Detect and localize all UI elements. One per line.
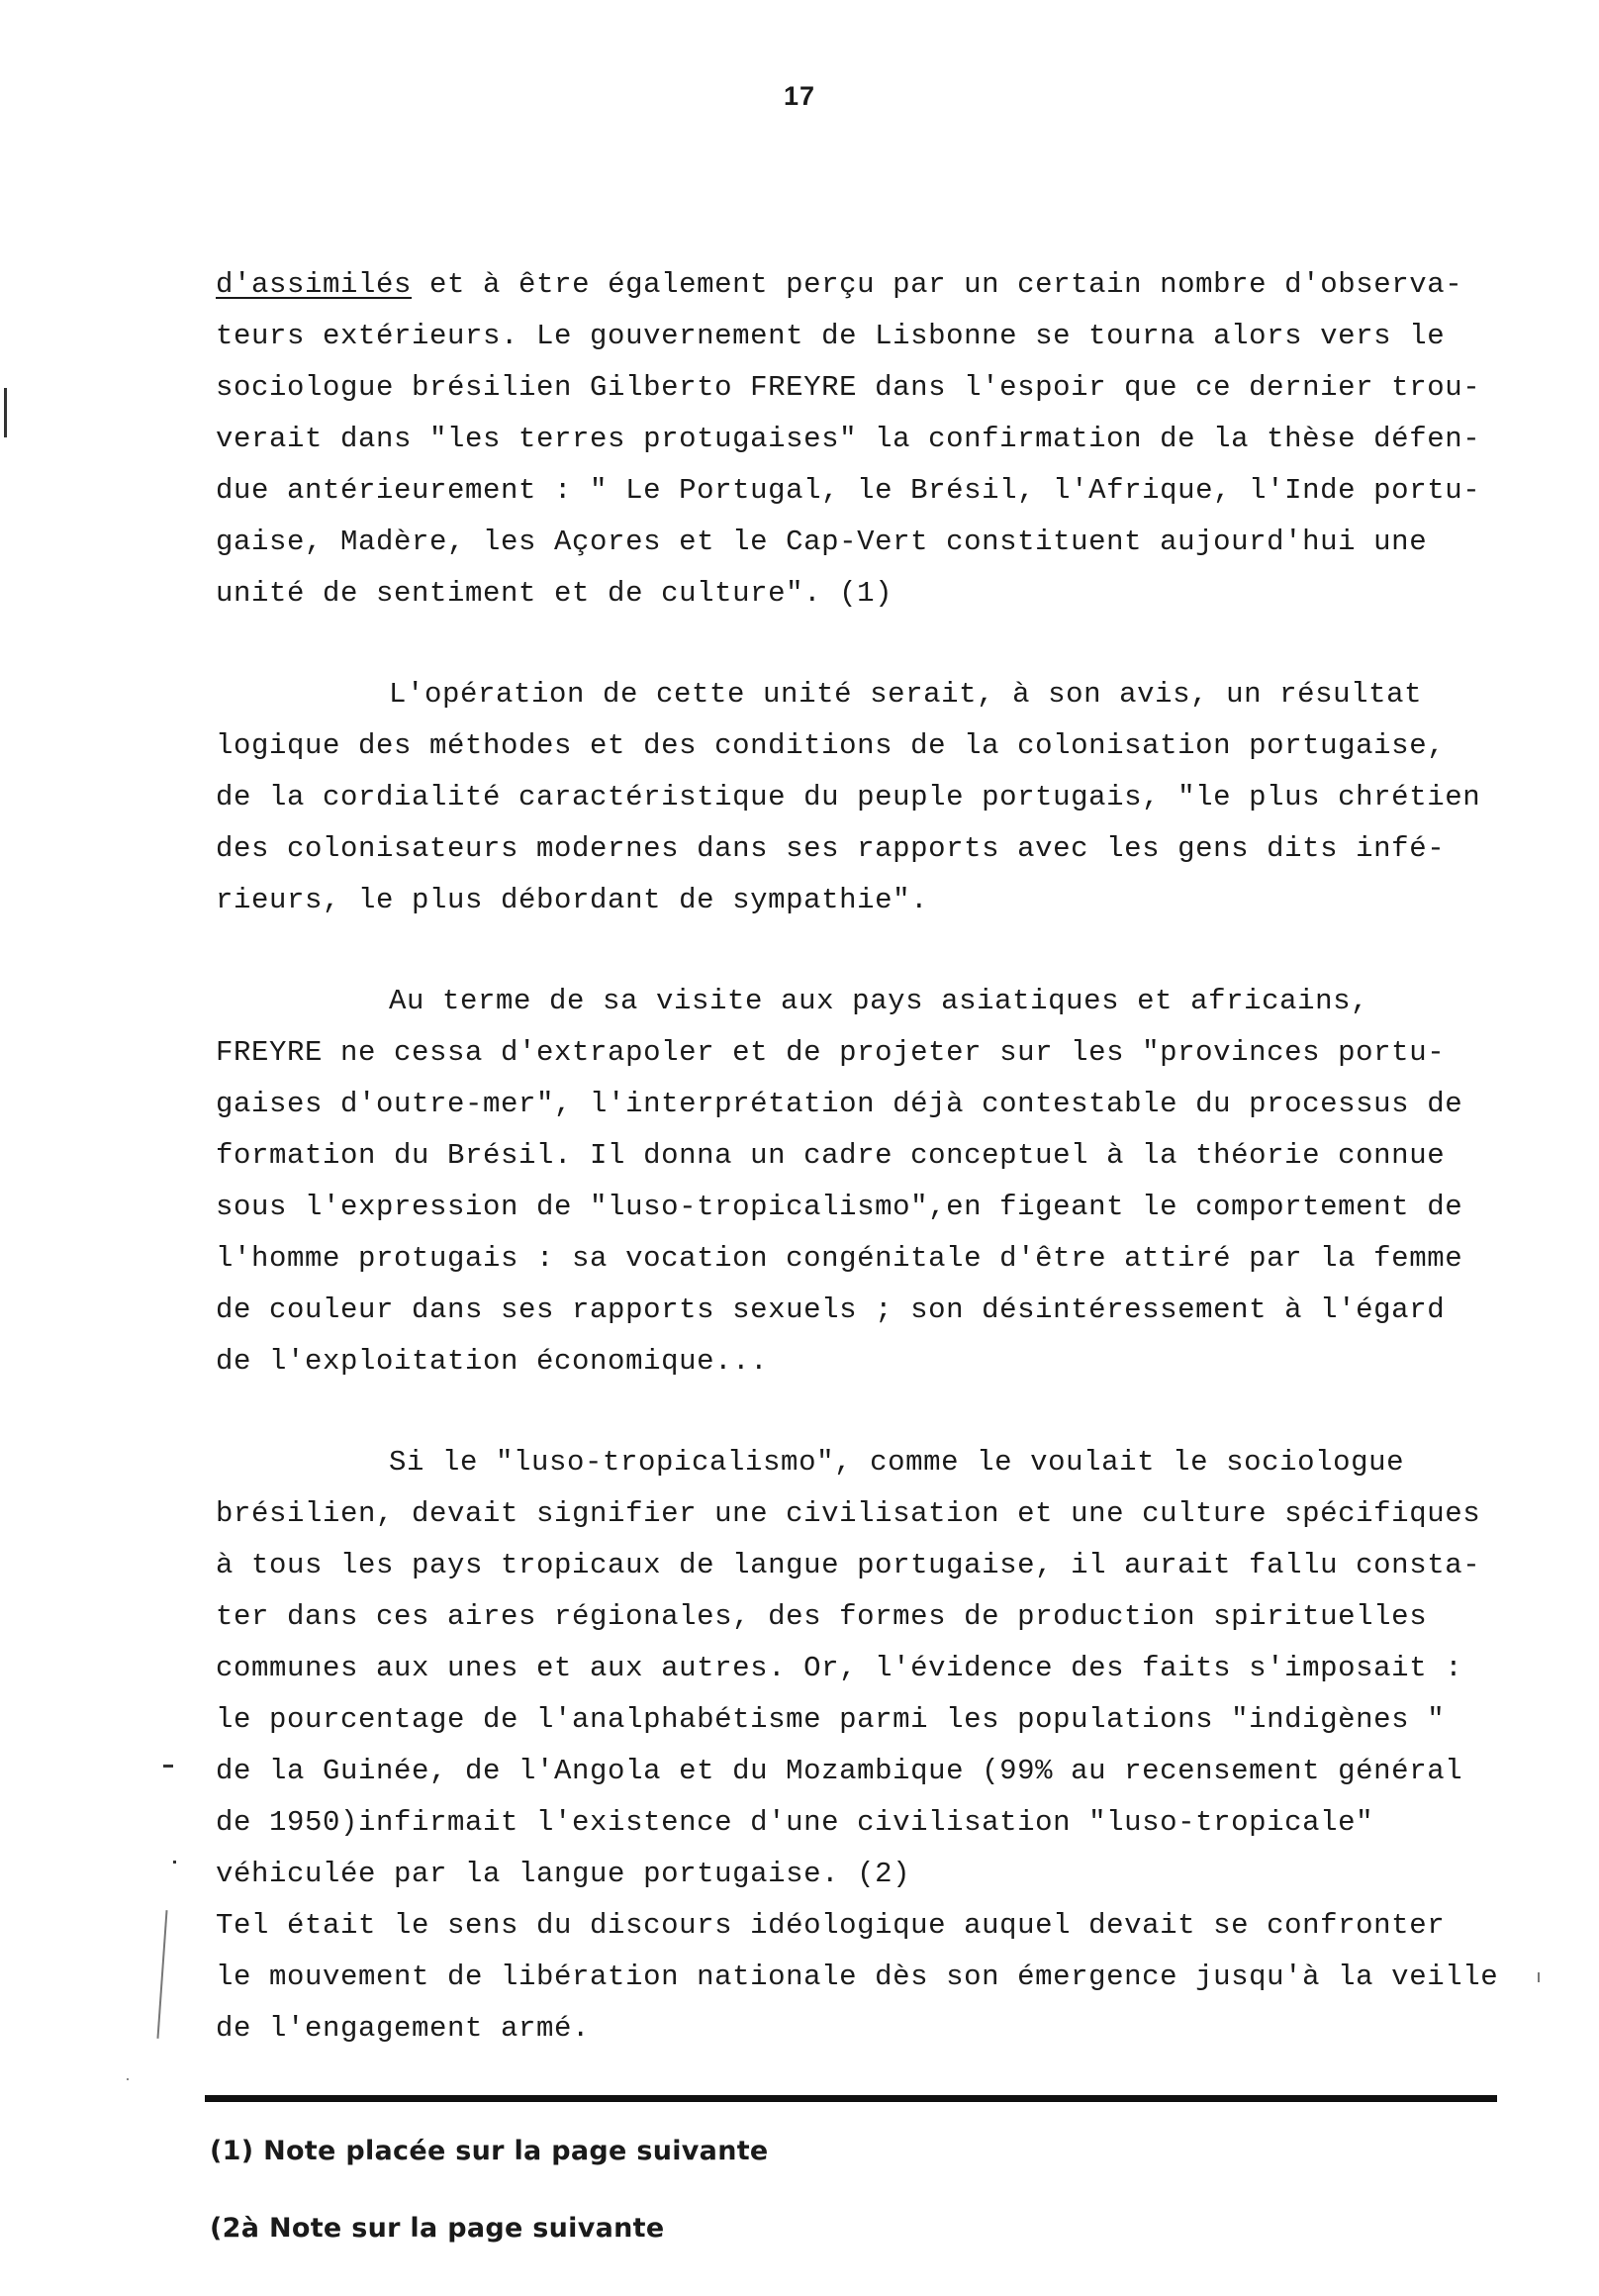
margin-dash-mark — [163, 1765, 173, 1768]
paragraph-2 — [216, 669, 1502, 926]
text-line: formation du Brésil. Il donna un cadre conceptuel à la théorie connue — [216, 1139, 1446, 1172]
text-line: verait dans "les terres protugaises" la confirmation de la thèse défen- — [216, 423, 1481, 455]
margin-bracket-mark — [156, 1910, 167, 2039]
text-line: de couleur dans ses rapports sexuels ; son désintéressement à l'égard — [216, 1293, 1446, 1326]
text-line: ter dans ces aires régionales, des formes de production spirituelles — [216, 1600, 1428, 1633]
margin-bar-mark — [4, 388, 7, 437]
footnote-2: (2à Note sur la page suivante — [210, 2213, 665, 2244]
text-line: l'homme protugais : sa vocation congénitale d'être attiré par la femme — [216, 1242, 1463, 1275]
text-line: Tel était le sens du discours idéologique auquel devait se confronter — [216, 1909, 1446, 1942]
footnote-separator-rule — [205, 2095, 1497, 2102]
margin-speck-mark — [127, 2078, 129, 2080]
text-line: véhiculée par la langue portugaise. (2) — [216, 1858, 911, 1890]
text-line: FREYRE ne cessa d'extrapoler et de projeter sur les "provinces portu- — [216, 1036, 1446, 1069]
text-line: sociologue brésilien Gilberto FREYRE dans l'espoir que ce dernier trou- — [216, 371, 1481, 404]
text-line: de l'engagement armé. — [216, 2012, 591, 2045]
text-line: L'opération de cette unité serait, à son avis, un résultat — [389, 678, 1423, 711]
margin-right-mark — [1538, 1972, 1540, 1982]
text-line: d'assimilés et à être également perçu par un certain nombre d'observa- — [216, 268, 1463, 301]
footnotes — [210, 2126, 1397, 2280]
underlined-word: d'assimilés — [216, 268, 413, 301]
text-line: de la Guinée, de l'Angola et du Mozambique (99% au recensement général — [216, 1755, 1463, 1787]
text-line: due antérieurement : " Le Portugal, le Brésil, l'Afrique, l'Inde portu- — [216, 474, 1481, 507]
text-line: gaise, Madère, les Açores et le Cap-Vert constituent aujourd'hui une — [216, 526, 1428, 558]
text-line: à tous les pays tropicaux de langue portugaise, il aurait fallu consta- — [216, 1549, 1481, 1581]
paragraph-gap — [216, 926, 1502, 976]
text-line: de 1950)infirmait l'existence d'une civilisation "luso-tropicale" — [216, 1806, 1374, 1839]
footnote-1: (1) Note placée sur la page suivante — [210, 2136, 769, 2166]
text-line: Au terme de sa visite aux pays asiatiques et africains, — [389, 985, 1369, 1017]
text-line: gaises d'outre-mer", l'interprétation déjà contestable du processus de — [216, 1088, 1463, 1120]
text-line: unité de sentiment et de culture". (1) — [216, 577, 894, 610]
text-line: sous l'expression de "luso-tropicalismo",en figeant le comportement de — [216, 1191, 1463, 1223]
paragraph-gap — [216, 620, 1502, 669]
text-line: rieurs, le plus débordant de sympathie". — [216, 884, 929, 916]
text-line: logique des méthodes et des conditions de la colonisation portugaise, — [216, 729, 1446, 762]
text-line: de l'exploitation économique... — [216, 1345, 769, 1378]
body-text — [216, 259, 1502, 2055]
paragraph-4 — [216, 1437, 1502, 2055]
page-number: 17 — [783, 81, 816, 111]
paragraph-gap — [216, 1387, 1502, 1437]
text-line: des colonisateurs modernes dans ses rapports avec les gens dits infé- — [216, 832, 1446, 865]
paragraph-1 — [216, 259, 1502, 620]
text-line: Si le "luso-tropicalismo", comme le voulait le sociologue — [389, 1446, 1405, 1479]
text-line: le pourcentage de l'analphabétisme parmi les populations "indigènes " — [216, 1703, 1446, 1736]
text-line: communes aux unes et aux autres. Or, l'évidence des faits s'imposait : — [216, 1652, 1463, 1684]
text-line: brésilien, devait signifier une civilisation et une culture spécifiques — [216, 1497, 1481, 1530]
text-line: teurs extérieurs. Le gouvernement de Lisbonne se tourna alors vers le — [216, 320, 1446, 352]
paragraph-3 — [216, 976, 1502, 1387]
text-line: le mouvement de libération nationale dès son émergence jusqu'à la veille — [216, 1961, 1499, 1993]
margin-dot-mark — [173, 1861, 176, 1864]
text-line: de la cordialité caractéristique du peuple portugais, "le plus chrétien — [216, 781, 1481, 813]
